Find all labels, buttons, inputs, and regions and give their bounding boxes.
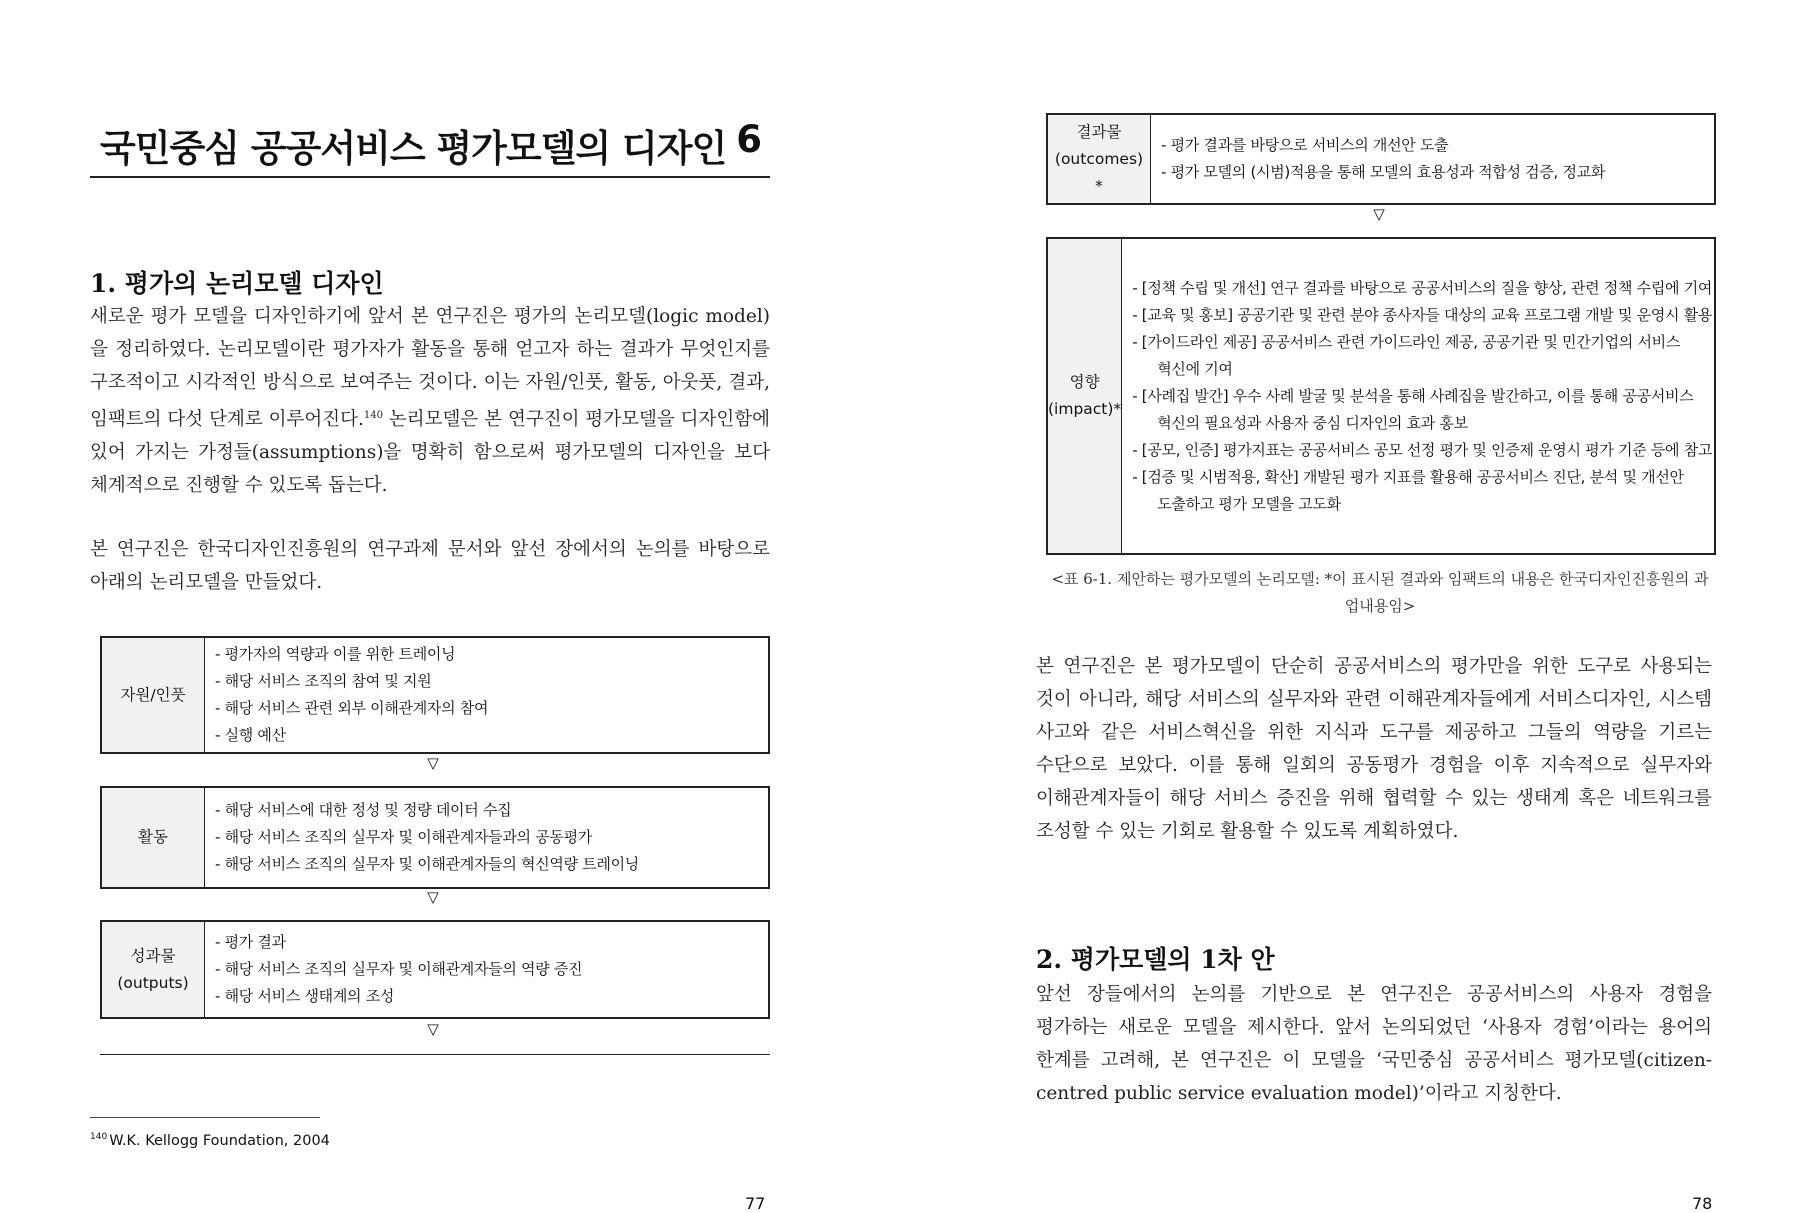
logic-model-activities-box xyxy=(100,786,770,889)
outputs-item: - 평가 결과 xyxy=(215,933,286,951)
section-1-paragraph-1 xyxy=(90,300,770,502)
outputs-label-en: (outputs) xyxy=(117,973,189,992)
impact-item: - [정책 수립 및 개선] 연구 결과를 바탕으로 공공서비스의 질을 향상, 관련 정책 수립에 기여 xyxy=(1132,278,1713,297)
logic-model-inputs-box xyxy=(100,636,770,754)
outputs-item: - 해당 서비스 조직의 실무자 및 이해관계자들의 역량 증진 xyxy=(215,960,583,978)
outcomes-label-en: (outcomes) xyxy=(1054,149,1144,168)
chapter-number: 6 xyxy=(736,118,762,161)
outputs-label: 성과물 xyxy=(130,946,176,965)
activities-items xyxy=(205,788,768,887)
impact-item-continued: 혁신의 필요성과 사용자 중심 디자인의 효과 홍보 xyxy=(1157,413,1468,432)
down-arrow-icon: ▽ xyxy=(427,1020,439,1038)
activities-label-cell xyxy=(102,788,205,887)
section-1-heading: 1. 평가의 논리모델 디자인 xyxy=(90,269,384,298)
footnote-text: W.K. Kellogg Foundation, 2004 xyxy=(109,1133,330,1149)
outputs-item: - 해당 서비스 생태계의 조성 xyxy=(215,987,395,1005)
right-paragraph: 본 연구진은 본 평가모델이 단순히 공공서비스의 평가만을 위한 도구로 사용되는 것이 아니라, 해당 서비스의 실무자와 관련 이해관계자들에게 서비스디자인, 시스템 사고와 같은 서비스혁신을 위한 지식과 도구를 제공하고 그들의 역량을 기르는 수단으로 보았다. 이를 통해 일회의 공동평가 경험을 이후 지속적으로 실무자와 이해관계자들이 해당 서비스 증진을 위해 협력할 수 있는 생태계 혹은 네트워크를 조성할 수 있는 기회로 활용할 수 있도록 계획하였다. xyxy=(1036,656,1712,842)
impact-item: - [공모, 인증] 평가지표는 공공서비스 공모 선정 평가 및 인증제 운영시 평가 기준 등에 참고 xyxy=(1132,440,1713,459)
logic-model-impact-box xyxy=(1046,237,1716,555)
chapter-title: 국민중심 공공서비스 평가모델의 디자인 xyxy=(100,127,727,170)
outputs-items xyxy=(205,922,768,1017)
outcomes-item: - 평가 결과를 바탕으로 서비스의 개선안 도출 xyxy=(1161,136,1449,154)
activities-label: 활동 xyxy=(138,828,168,846)
activities-item: - 해당 서비스에 대한 정성 및 정량 데이터 수집 xyxy=(215,801,512,819)
outcomes-items xyxy=(1151,115,1714,203)
paragraph-text: 논리모델은 본 연구진이 평가모델을 디자인함에 있어 가지는 가정들(assumptions)을 명확히 함으로써 평가모델의 디자인을 보다 체계적으로 진행할 수 있도록 돕는다. xyxy=(90,409,771,496)
inputs-items xyxy=(205,638,768,752)
logic-model-outputs-box xyxy=(100,920,770,1019)
section-2-paragraph: 앞선 장들에서의 논의를 기반으로 본 연구진은 공공서비스의 사용자 경험을 평가하는 새로운 모델을 제시한다. 앞서 논의되었던 ‘사용자 경험’이라는 용어의 한계를 고려해, 본 연구진은 이 모델을 ‘국민중심 공공서비스 평가모델(citizen-centred public service evaluation model)’이라고 지칭한다. xyxy=(1036,984,1712,1104)
impact-item: - [가이드라인 제공] 공공서비스 관련 가이드라인 제공, 공공기관 및 민간기업의 서비스 xyxy=(1132,332,1681,351)
chapter-header xyxy=(90,112,770,178)
impact-label-en: (impact)* xyxy=(1048,400,1122,418)
footnote-number: 140 xyxy=(90,1132,108,1142)
impact-items xyxy=(1122,239,1722,553)
outcomes-label: 결과물 xyxy=(1076,122,1122,141)
down-arrow-icon: ▽ xyxy=(1373,205,1385,223)
page-number-left: 77 xyxy=(745,1194,766,1213)
inputs-item: - 해당 서비스 조직의 참여 및 지원 xyxy=(215,672,432,690)
impact-item-continued: 혁신에 기여 xyxy=(1157,359,1233,378)
paragraph-text: 새로운 평가 모델을 디자인하기에 앞서 본 연구진은 평가의 논리모델(logic model)을 정리하였다. 논리모델이란 평가자가 활동을 통해 얻고자 하는 결과가 무엇인지를 구조적이고 시각적인 방식으로 보여주는 것이다. 이는 자원/인풋, 활동, 아웃풋, 결과, 임팩트의 다섯 단계로 이루어진다. xyxy=(90,306,770,430)
impact-label: 영향 xyxy=(1069,373,1100,391)
outcomes-item: - 평가 모델의 (시범)적용을 통해 모델의 효용성과 적합성 검증, 정교화 xyxy=(1161,163,1606,181)
inputs-label: 자원/인풋 xyxy=(120,685,186,704)
table-caption: <표 6-1. 제안하는 평가모델의 논리모델: *이 표시된 결과와 임팩트의 내용은 한국디자인진흥원의 과업내용임> xyxy=(1051,570,1709,615)
down-arrow-icon: ▽ xyxy=(427,888,439,906)
outcomes-label-mark: * xyxy=(1095,176,1103,195)
section-1-paragraph-2: 본 연구진은 한국디자인진흥원의 연구과제 문서와 앞선 장에서의 논의를 바탕으로 아래의 논리모델을 만들었다. xyxy=(90,539,770,593)
impact-label-cell xyxy=(1048,239,1122,553)
activities-item: - 해당 서비스 조직의 실무자 및 이해관계자들과의 공동평가 xyxy=(215,828,592,846)
inputs-item: - 실행 예산 xyxy=(215,726,286,744)
down-arrow-icon: ▽ xyxy=(427,754,439,772)
page-number-right: 78 xyxy=(1692,1194,1713,1213)
impact-item: - [검증 및 시범적용, 확산] 개발된 평가 지표를 활용해 공공서비스 진단, 분석 및 개선안 xyxy=(1132,467,1684,486)
activities-item: - 해당 서비스 조직의 실무자 및 이해관계자들의 혁신역량 트레이닝 xyxy=(215,855,639,873)
footnote-divider xyxy=(90,1117,320,1118)
footnote-ref[interactable]: 140 xyxy=(363,410,383,421)
logic-model-outcomes-box xyxy=(1046,113,1716,205)
section-2-heading: 2. 평가모델의 1차 안 xyxy=(1036,945,1275,974)
inputs-label-cell xyxy=(102,638,205,752)
impact-item: - [사례집 발간] 우수 사례 발굴 및 분석을 통해 사례집을 발간하고, 이를 통해 공공서비스 xyxy=(1132,386,1694,405)
footnote xyxy=(90,1132,330,1149)
impact-item: - [교육 및 홍보] 공공기관 및 관련 분야 종사자들 대상의 교육 프로그램 개발 및 운영시 활용 xyxy=(1132,305,1713,324)
impact-item-continued: 도출하고 평가 모델을 고도화 xyxy=(1157,494,1341,513)
outputs-label-cell xyxy=(102,922,205,1017)
table-bottom-rule xyxy=(100,1054,770,1055)
inputs-item: - 해당 서비스 관련 외부 이해관계자의 참여 xyxy=(215,699,489,717)
inputs-item: - 평가자의 역량과 이를 위한 트레이닝 xyxy=(215,645,456,663)
outcomes-label-cell xyxy=(1048,115,1151,203)
